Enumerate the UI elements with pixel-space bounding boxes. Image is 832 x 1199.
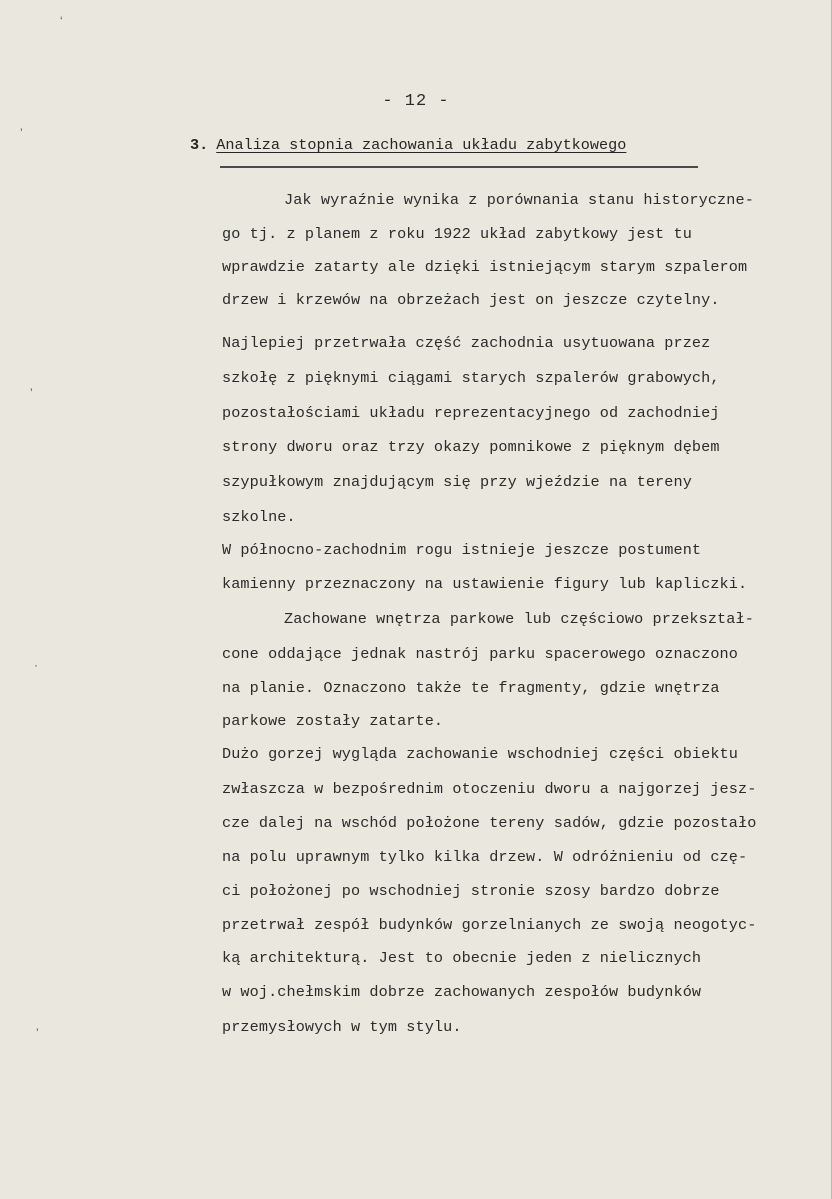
text-line: szkołę z pięknymi ciągami starych szpalerów grabowych,: [222, 369, 720, 387]
text-line: Najlepiej przetrwała część zachodnia usytuowana przez: [222, 334, 711, 352]
text-line: ką architekturą. Jest to obecnie jeden z nielicznych: [222, 949, 702, 967]
text-line: szkolne.: [222, 508, 296, 526]
heading-underline: [220, 166, 698, 168]
section-number: 3.: [190, 136, 209, 154]
text-line: ci położonej po wschodniej stronie szosy bardzo dobrze: [222, 882, 720, 900]
text-line: go tj. z planem z roku 1922 układ zabytkowy jest tu: [222, 225, 692, 243]
text-line: przetrwał zespół budynków gorzelnianych ze swoją neogotyc-: [222, 916, 757, 934]
text-line: Zachowane wnętrza parkowe lub częściowo przekształ-: [284, 610, 754, 628]
section-title: Analiza stopnia zachowania układu zabytkowego: [216, 136, 627, 154]
text-line: strony dworu oraz trzy okazy pomnikowe z pięknym dębem: [222, 438, 720, 456]
text-line: drzew i krzewów na obrzeżach jest on jeszcze czytelny.: [222, 291, 720, 309]
text-line: wprawdzie zatarty ale dzięki istniejącym starym szpalerom: [222, 258, 748, 276]
margin-mark: ’: [20, 126, 23, 140]
text-line: cze dalej na wschód położone tereny sadów, gdzie pozostało: [222, 814, 757, 832]
text-line: Jak wyraźnie wynika z porównania stanu historyczne-: [284, 191, 754, 209]
margin-mark: ’: [36, 1026, 39, 1040]
text-line: szypułkowym znajdującym się przy wjeździe na tereny: [222, 473, 692, 491]
text-line: W północno-zachodnim rogu istnieje jeszcze postument: [222, 541, 702, 559]
text-line: na planie. Oznaczono także te fragmenty, gdzie wnętrza: [222, 679, 720, 697]
margin-mark: ’: [30, 386, 33, 400]
margin-mark: ‘: [60, 14, 63, 28]
text-line: Dużo gorzej wygląda zachowanie wschodniej części obiektu: [222, 745, 738, 763]
text-line: zwłaszcza w bezpośrednim otoczeniu dworu a najgorzej jesz-: [222, 780, 757, 798]
text-line: pozostałościami układu reprezentacyjnego od zachodniej: [222, 404, 720, 422]
text-line: przemysłowych w tym stylu.: [222, 1018, 462, 1036]
section-heading: [190, 136, 626, 154]
page-number: - 12 -: [382, 92, 450, 111]
text-line: na polu uprawnym tylko kilka drzew. W odróżnieniu od czę-: [222, 848, 748, 866]
text-line: cone oddające jednak nastrój parku spacerowego oznaczono: [222, 645, 738, 663]
text-line: parkowe zostały zatarte.: [222, 712, 444, 730]
text-line: kamienny przeznaczony na ustawienie figury lub kapliczki.: [222, 575, 748, 593]
text-line: w woj.chełmskim dobrze zachowanych zespołów budynków: [222, 983, 702, 1001]
margin-mark: ·: [34, 658, 38, 672]
